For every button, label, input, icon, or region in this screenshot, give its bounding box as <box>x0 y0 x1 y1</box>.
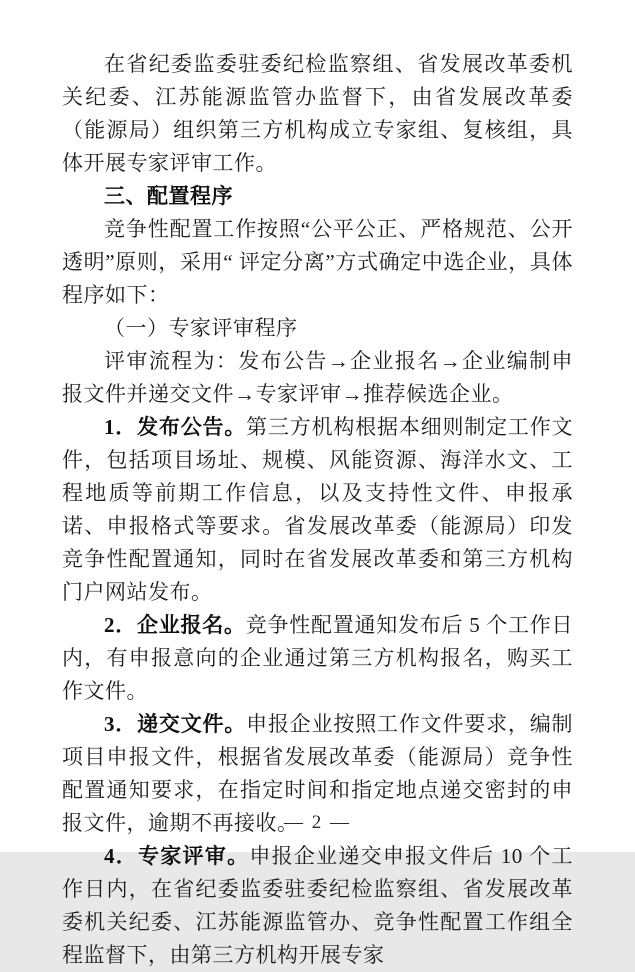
paragraph <box>62 411 573 609</box>
paragraph <box>62 609 573 708</box>
page-number: — 2 — <box>284 812 351 833</box>
page-footer <box>0 812 635 834</box>
paragraph-text: 竞争性配置通知发布后 5 个工作日内，有申报意向的企业通过第三方机构报名，购买工作文件。 <box>62 613 573 703</box>
paragraph-text: （一）专家评审程序 <box>104 316 298 340</box>
section-heading <box>62 180 573 213</box>
subsection-heading <box>62 312 573 345</box>
paragraph-lead: 4．专家评审。 <box>104 844 250 868</box>
paragraph-text: 申报企业递交申报文件后 10 个工作日内，在省纪委监委驻委纪检监察组、省发展改革委机关纪委、江苏能源监管办、竞争性配置工作组全程监督下，由第三方机构开展专家 <box>62 844 574 967</box>
paragraph <box>62 48 573 180</box>
paragraph-text: 评审流程为：发布公告→企业报名→企业编制申报文件并递交文件→专家评审→推荐候选企业。 <box>62 349 573 406</box>
paragraph-text: 竞争性配置工作按照“公平公正、严格规范、公开透明”原则，采用“ 评定分离”方式确定中选企业，具体程序如下： <box>62 217 573 307</box>
paragraph-text: 在省纪委监委驻委纪检监察组、省发展改革委机关纪委、江苏能源监管办监督下，由省发展改革委（能源局）组织第三方机构成立专家组、复核组，具体开展专家评审工作。 <box>62 52 573 175</box>
paragraph <box>62 345 573 411</box>
paragraph <box>62 213 573 312</box>
paragraph <box>62 840 573 972</box>
paragraph-text: 申报企业按照工作文件要求，编制项目申报文件，根据省发展改革委（能源局）竞争性配置通知要求，在指定时间和指定地点递交密封的申报文件，逾期不再接收。 <box>62 712 574 835</box>
paragraph-lead: 3．递交文件。 <box>104 712 247 736</box>
paragraph-text: 第三方机构根据本细则制定工作文件，包括项目场址、规模、风能资源、海洋水文、工程地质等前期工作信息，以及支持性文件、申报承诺、申报格式等要求。省发展改革委（能源局）印发竞争性配置通知，同时在省发展改革委和第三方机构门户网站发布。 <box>62 415 574 604</box>
paragraph-lead: 2．企业报名。 <box>104 613 246 637</box>
paragraph-text: 三、配置程序 <box>104 185 233 208</box>
paragraph-lead: 1．发布公告。 <box>104 415 247 439</box>
